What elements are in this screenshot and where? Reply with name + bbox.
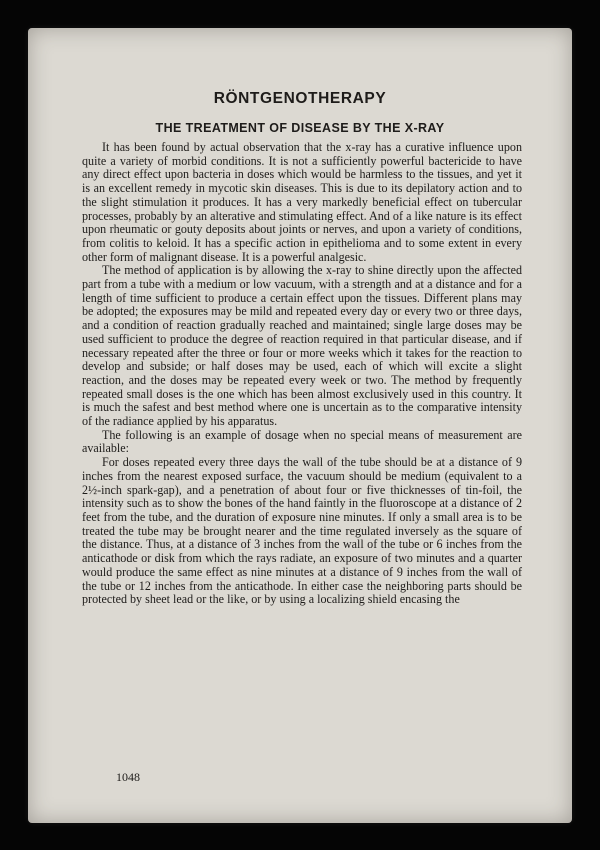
page-title: RÖNTGENOTHERAPY <box>213 90 387 107</box>
paragraph-4: For doses repeated every three days the wall of the tube should be at a distance of 9 inches from the nearest exposed surface, the vacuum should be medium (equivalent to a 2½-inch spark-gap), and a penetration of about four or five thicknesses of tin-foil, the intensity such as to show the bones of the hand faintly in the fluoroscope at a distance of 2 feet from the tube, and the duration of exposure nine minutes. If only a small area is to be treated the tube may be brought nearer and the time regulated inversely as the square of the distance. Thus, at a distance of 3 inches from the wall of the tube or 6 inches from the anticathode or disk from which the rays radiate, an exposure of two minutes and a quarter would produce the same effect as nine minutes at a distance of 9 inches from the wall of the tube or 12 inches from the anticathode. In either case the neighboring parts should be protected by sheet lead or the like, or by using a localizing shield encasing the <box>82 455 522 607</box>
section-subtitle: THE TREATMENT OF DISEASE BY THE X-RAY <box>155 121 445 135</box>
paragraph-1: It has been found by actual observation that the x-ray has a curative influence upon quite a variety of morbid conditions. It is not a sufficiently powerful bactericide to have any direct effect upon bacteria in doses which would be harmless to the tissues, and yet it is an excellent remedy in mycotic skin diseases. This is due to its depilatory action and to the slight stimulation it produces. It has a very markedly beneficial effect on tubercular processes, probably by an alterative and stimulating effect. And of a like nature is its effect upon rheumatic or gouty deposits about joints or nerves, and upon a variety of conditions, from colitis to keloid. It has a specific action in epithelioma and to some extent in every other form of malignant disease. It is a powerful analgesic. <box>82 140 522 264</box>
paragraph-3: The following is an example of dosage when no special means of measurement are available: <box>82 427 522 456</box>
paragraph-2: The method of application is by allowing the x-ray to shine directly upon the affected part from a tube with a medium or low vacuum, with a strength and at a distance and for a length of time sufficient to produce a certain effect upon the tissues. Different plans may be adopted; the exposures may be mild and repeated every day or every two or three days, and a condition of reaction gradually reached and maintained; single large doses may be used sufficient to produce the degree of reaction required in that particular disease, and if necessary repeated after the three or four or more weeks which it takes for the reaction to develop and subside; or half doses may be used, each of which will excite a slight reaction, and the doses may be repeated every week or two. The method by frequently repeated small doses is the one which has been almost exclusively used in this country. It is much the safest and best method where one is uncertain as to the comparative intensity of the radiance applied by his apparatus. <box>82 263 522 429</box>
body-text <box>82 141 522 607</box>
page-number: 1048 <box>116 770 140 784</box>
book-page <box>28 28 572 823</box>
